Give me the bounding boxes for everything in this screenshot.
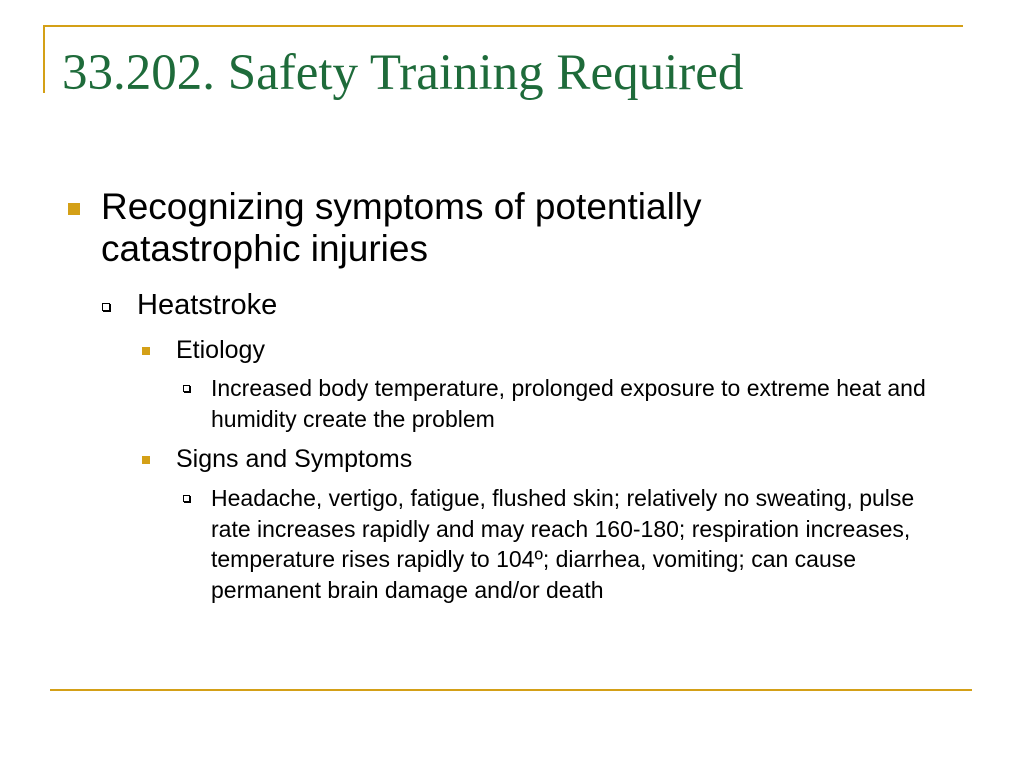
hollow-square-bullet-icon xyxy=(183,495,190,502)
hollow-square-bullet-icon xyxy=(183,385,190,392)
bullet-signs xyxy=(176,444,876,474)
bullet-level1-text: Recognizing symptoms of potentially catastrophic injuries xyxy=(101,186,702,269)
signs-heading: Signs and Symptoms xyxy=(176,445,413,473)
square-bullet-icon xyxy=(142,456,150,464)
etiology-detail-text: Increased body temperature, prolonged exposure to extreme heat and humidity create the problem xyxy=(211,375,926,432)
bullet-level1 xyxy=(101,186,821,270)
square-bullet-icon xyxy=(68,203,80,215)
etiology-heading: Etiology xyxy=(176,336,265,364)
square-bullet-icon xyxy=(142,347,150,355)
slide-title: 33.202. Safety Training Required xyxy=(62,45,744,101)
bullet-signs-detail xyxy=(211,483,956,605)
bullet-level2 xyxy=(137,287,837,323)
bullet-etiology xyxy=(176,335,876,365)
bullet-etiology-detail xyxy=(211,373,956,434)
hollow-square-bullet-icon xyxy=(102,303,110,311)
frame-bottom-rule xyxy=(50,689,972,691)
bullet-level2-text: Heatstroke xyxy=(137,289,278,321)
signs-detail-text: Headache, vertigo, fatigue, flushed skin; relatively no sweating, pulse rate increases rapidly and may reach 160-180; respiration increases, temperature rises rapidly to 104º; diarrhea, vomiting; can cause permanent brain damage and/or death xyxy=(211,485,915,603)
